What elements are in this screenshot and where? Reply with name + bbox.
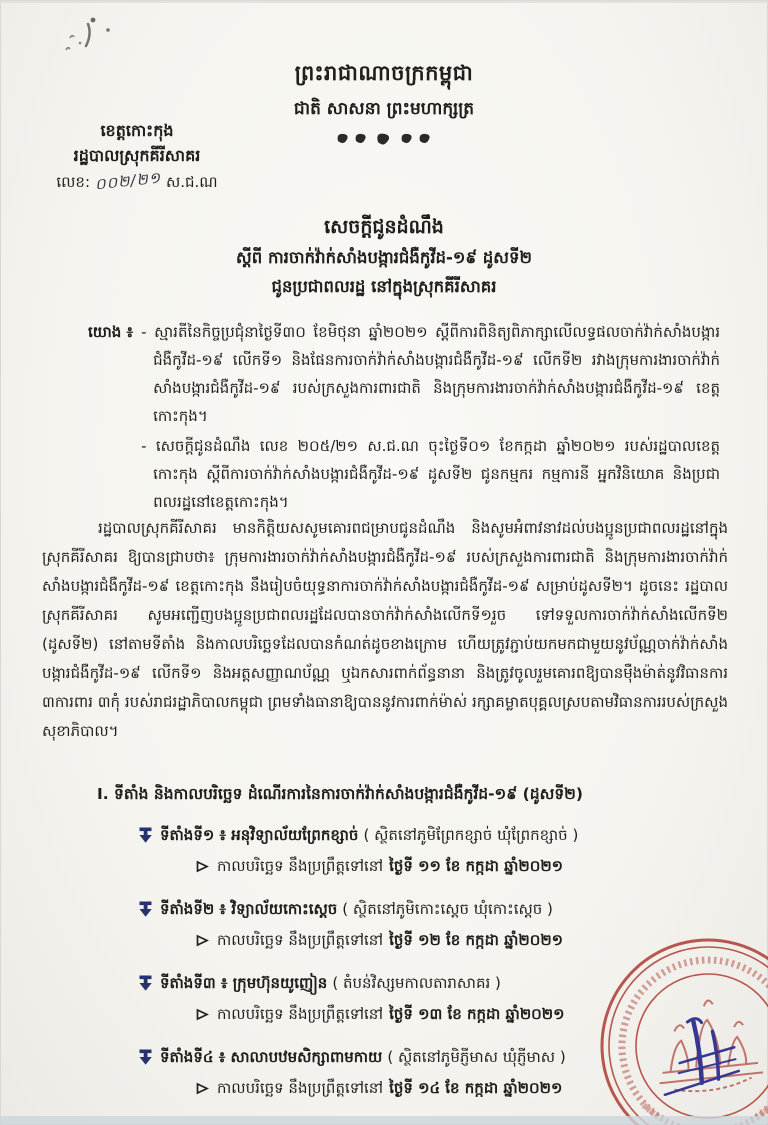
- blue-down-arrow-bullet-icon: [138, 975, 153, 991]
- title-line-3: ជូនប្រជាពលរដ្ឋ នៅក្នុងស្រុកគីរីសាគរ: [271, 277, 497, 297]
- right-arrowhead-icon: [196, 860, 209, 873]
- blue-down-arrow-bullet-icon: [138, 1049, 153, 1065]
- right-arrowhead-icon: [196, 1082, 209, 1095]
- references-label: យោង ៖: [88, 323, 134, 341]
- schedule-date: ថ្ងៃទី ១៣ ខែ កក្កដា ឆ្នាំ២០២១: [389, 1005, 565, 1023]
- reference-number-line: [26, 168, 248, 194]
- location-note: ( ស្ថិតនៅភូមិព្រែកខ្សាច់ ឃុំព្រែកខ្សាច់ ): [363, 826, 579, 844]
- blue-down-arrow-bullet-icon: [138, 827, 153, 843]
- right-arrowhead-icon: [196, 934, 209, 947]
- handwritten-reference-number: ០០២/២១: [93, 168, 162, 194]
- district-administration: រដ្ឋបាលស្រុកគីរីសាគរ: [73, 145, 201, 165]
- reference-number-label: លេខ:: [56, 172, 91, 191]
- location-item-1: [138, 820, 738, 881]
- location-note: ( ស្ថិតនៅភូមិកោះស្ដេច ឃុំកោះស្ដេច ): [342, 900, 553, 918]
- location-note: ( ស្ថិតនៅភូមិភ្ញីមាស ឃុំភ្ញីមាស ): [387, 1048, 566, 1066]
- kingdom-title: ព្រះរាជាណាចក្រកម្ពុជា: [294, 61, 474, 85]
- reference-number-suffix: ស.ជ.ណ: [165, 172, 218, 191]
- location-note: ( តំបន់វិស្សមកាលតារាសាគរ ): [332, 974, 501, 992]
- title-line-2: ស្តីពី ការចាក់វ៉ាក់សាំងបង្ការជំងឺកូវីដ-១៩ ដូសទី២: [236, 248, 532, 268]
- official-red-stamp: [578, 916, 768, 1125]
- scan-edge: [0, 0, 768, 3]
- schedule-date: ថ្ងៃទី ១១ ខែ កក្កដា ឆ្នាំ២០២១: [389, 857, 564, 875]
- reference-item: - ស្មារតីនៃកិច្ចប្រជុំនាថ្ងៃទី៣០ ខែមិថុនា ឆ្នាំ២០២១ ស្តីពីការពិនិត្យពិភាក្សាលើលទ្ធផលចាក់វ៉ាក់សាំងបង្ការជំងឺកូវីដ-១៩ លើកទី១ និងផែនការចាក់វ៉ាក់សាំងបង្ការជំងឺកូវីដ-១៩ លើកទី២ រវាងក្រុមការងារចាក់វ៉ាក់សាំងបង្ការជំងឺកូវីដ-១៩ របស់ក្រសួងការពារជាតិ និងក្រុមការងារចាក់វ៉ាក់សាំងបង្ការជំងឺកូវីដ-១៩ ខេត្តកោះកុង។: [141, 323, 720, 425]
- schedule-prefix: កាលបរិច្ឆេទ នឹងប្រព្រឹត្តទៅនៅ: [217, 931, 384, 949]
- location-title: ទីតាំងទី២ ៖ វិទ្យាល័យកោះស្ដេច: [160, 900, 338, 918]
- blue-down-arrow-bullet-icon: [138, 901, 153, 917]
- location-title: ទីតាំងទី៤ ៖ សាលាបឋមសិក្សាពាមកាយ: [160, 1048, 383, 1066]
- references-section: [88, 318, 720, 516]
- scan-edge: [0, 1116, 768, 1125]
- title-line-1: សេចក្តីជូនដំណឹង: [324, 216, 444, 238]
- section-heading: I. ទីតាំង និងកាលបរិច្ឆេទ ដំណើរការនៃការចាក់វ៉ាក់សាំងបង្ការជំងឺកូវីដ-១៩ (ដូសទី២): [97, 785, 583, 803]
- schedule-prefix: កាលបរិច្ឆេទ នឹងប្រព្រឹត្តទៅនៅ: [217, 1079, 384, 1097]
- location-title: ទីតាំងទី១ ៖ អនុវិទ្យាល័យព្រែកខ្សាច់: [160, 826, 359, 844]
- national-motto: ជាតិ សាសនា ព្រះមហាក្សត្រ: [293, 99, 475, 119]
- reference-item: - សេចក្តីជូនដំណឹង លេខ ២០៥/២១ ស.ជ.ណ ចុះថ្ងៃទី០១ ខែកក្កដា ឆ្នាំ២០២១ របស់រដ្ឋបាលខេត្តកោះកុង ស្តីពីការចាក់វ៉ាក់សាំងបង្ការជំងឺកូវីដ-១៩ ដូសទី២ ជូនកម្មករ កម្មការនី អ្នកវិនិយោគ និងប្រជាពលរដ្ឋនៅខេត្តកោះកុង។: [141, 437, 720, 511]
- document-title: [0, 211, 768, 302]
- right-arrowhead-icon: [196, 1008, 209, 1021]
- letterhead-block: [26, 119, 248, 194]
- province-name: ខេត្តកោះកុង: [100, 121, 174, 140]
- schedule-prefix: កាលបរិច្ឆេទ នឹងប្រព្រឹត្តទៅនៅ: [217, 1005, 384, 1023]
- location-title: ទីតាំងទី៣ ៖ ក្រុមហ៊ុនយូញៀន: [160, 974, 328, 992]
- schedule-prefix: កាលបរិច្ឆេទ នឹងប្រព្រឹត្តទៅនៅ: [217, 857, 384, 875]
- body-paragraph: រដ្ឋបាលស្រុកគីរីសាគរ មានកិត្តិយសសូមគោរពជម្រាបជូនដំណឹង និងសូមអំពាវនាវដល់បងប្អូនប្រជាពលរដ្ឋនៅក្នុងស្រុកគីរីសាគរ ឱ្យបានជ្រាបថា៖ ក្រុមការងារចាក់វ៉ាក់សាំងបង្ការជំងឺកូវីដ-១៩ របស់ក្រសួងការពារជាតិ និងក្រុមការងារចាក់វ៉ាក់សាំងបង្ការជំងឺកូវីដ-១៩ ខេត្តកោះកុង នឹងរៀបចំយុទ្ធនាការចាក់វ៉ាក់សាំងបង្ការជំងឺកូវីដ-១៩ សម្រាប់ដូសទី២។ ដូចនេះ រដ្ឋបាលស្រុកគីរីសាគរ សូមអញ្ជើញបងប្អូនប្រជាពលរដ្ឋដែលបានចាក់វ៉ាក់សាំងលើកទី១រួច ទៅទទួលការចាក់វ៉ាក់សាំងលើកទី២ (ដូសទី២) នៅតាមទីតាំង និងកាលបរិច្ឆេទដែលបានកំណត់ដូចខាងក្រោម ហើយត្រូវភ្ជាប់យកមកជាមួយនូវប័ណ្ណចាក់វ៉ាក់សាំងបង្ការជំងឺកូវីដ-១៩ លើកទី១ និងអត្តសញ្ញាណប័ណ្ណ ឬឯកសារពាក់ព័ន្ធនានា និងត្រូវចូលរួមគោរពឱ្យបានម៉ឺងម៉ាត់នូវវិធានការ ៣ការពារ ៣កុំ របស់រាជរដ្ឋាភិបាលកម្ពុជា ព្រមទាំងធានាឱ្យបាននូវការពាក់ម៉ាស់ រក្សាគម្លាតបុគ្គលស្របតាមវិធានការរបស់ក្រសួងសុខាភិបាល។: [42, 519, 728, 740]
- schedule-date: ថ្ងៃទី ១២ ខែ កក្កដា ឆ្នាំ២០២១: [389, 931, 564, 949]
- schedule-date: ថ្ងៃទី ១៤ ខែ កក្កដា ឆ្នាំ២០២១: [389, 1079, 563, 1097]
